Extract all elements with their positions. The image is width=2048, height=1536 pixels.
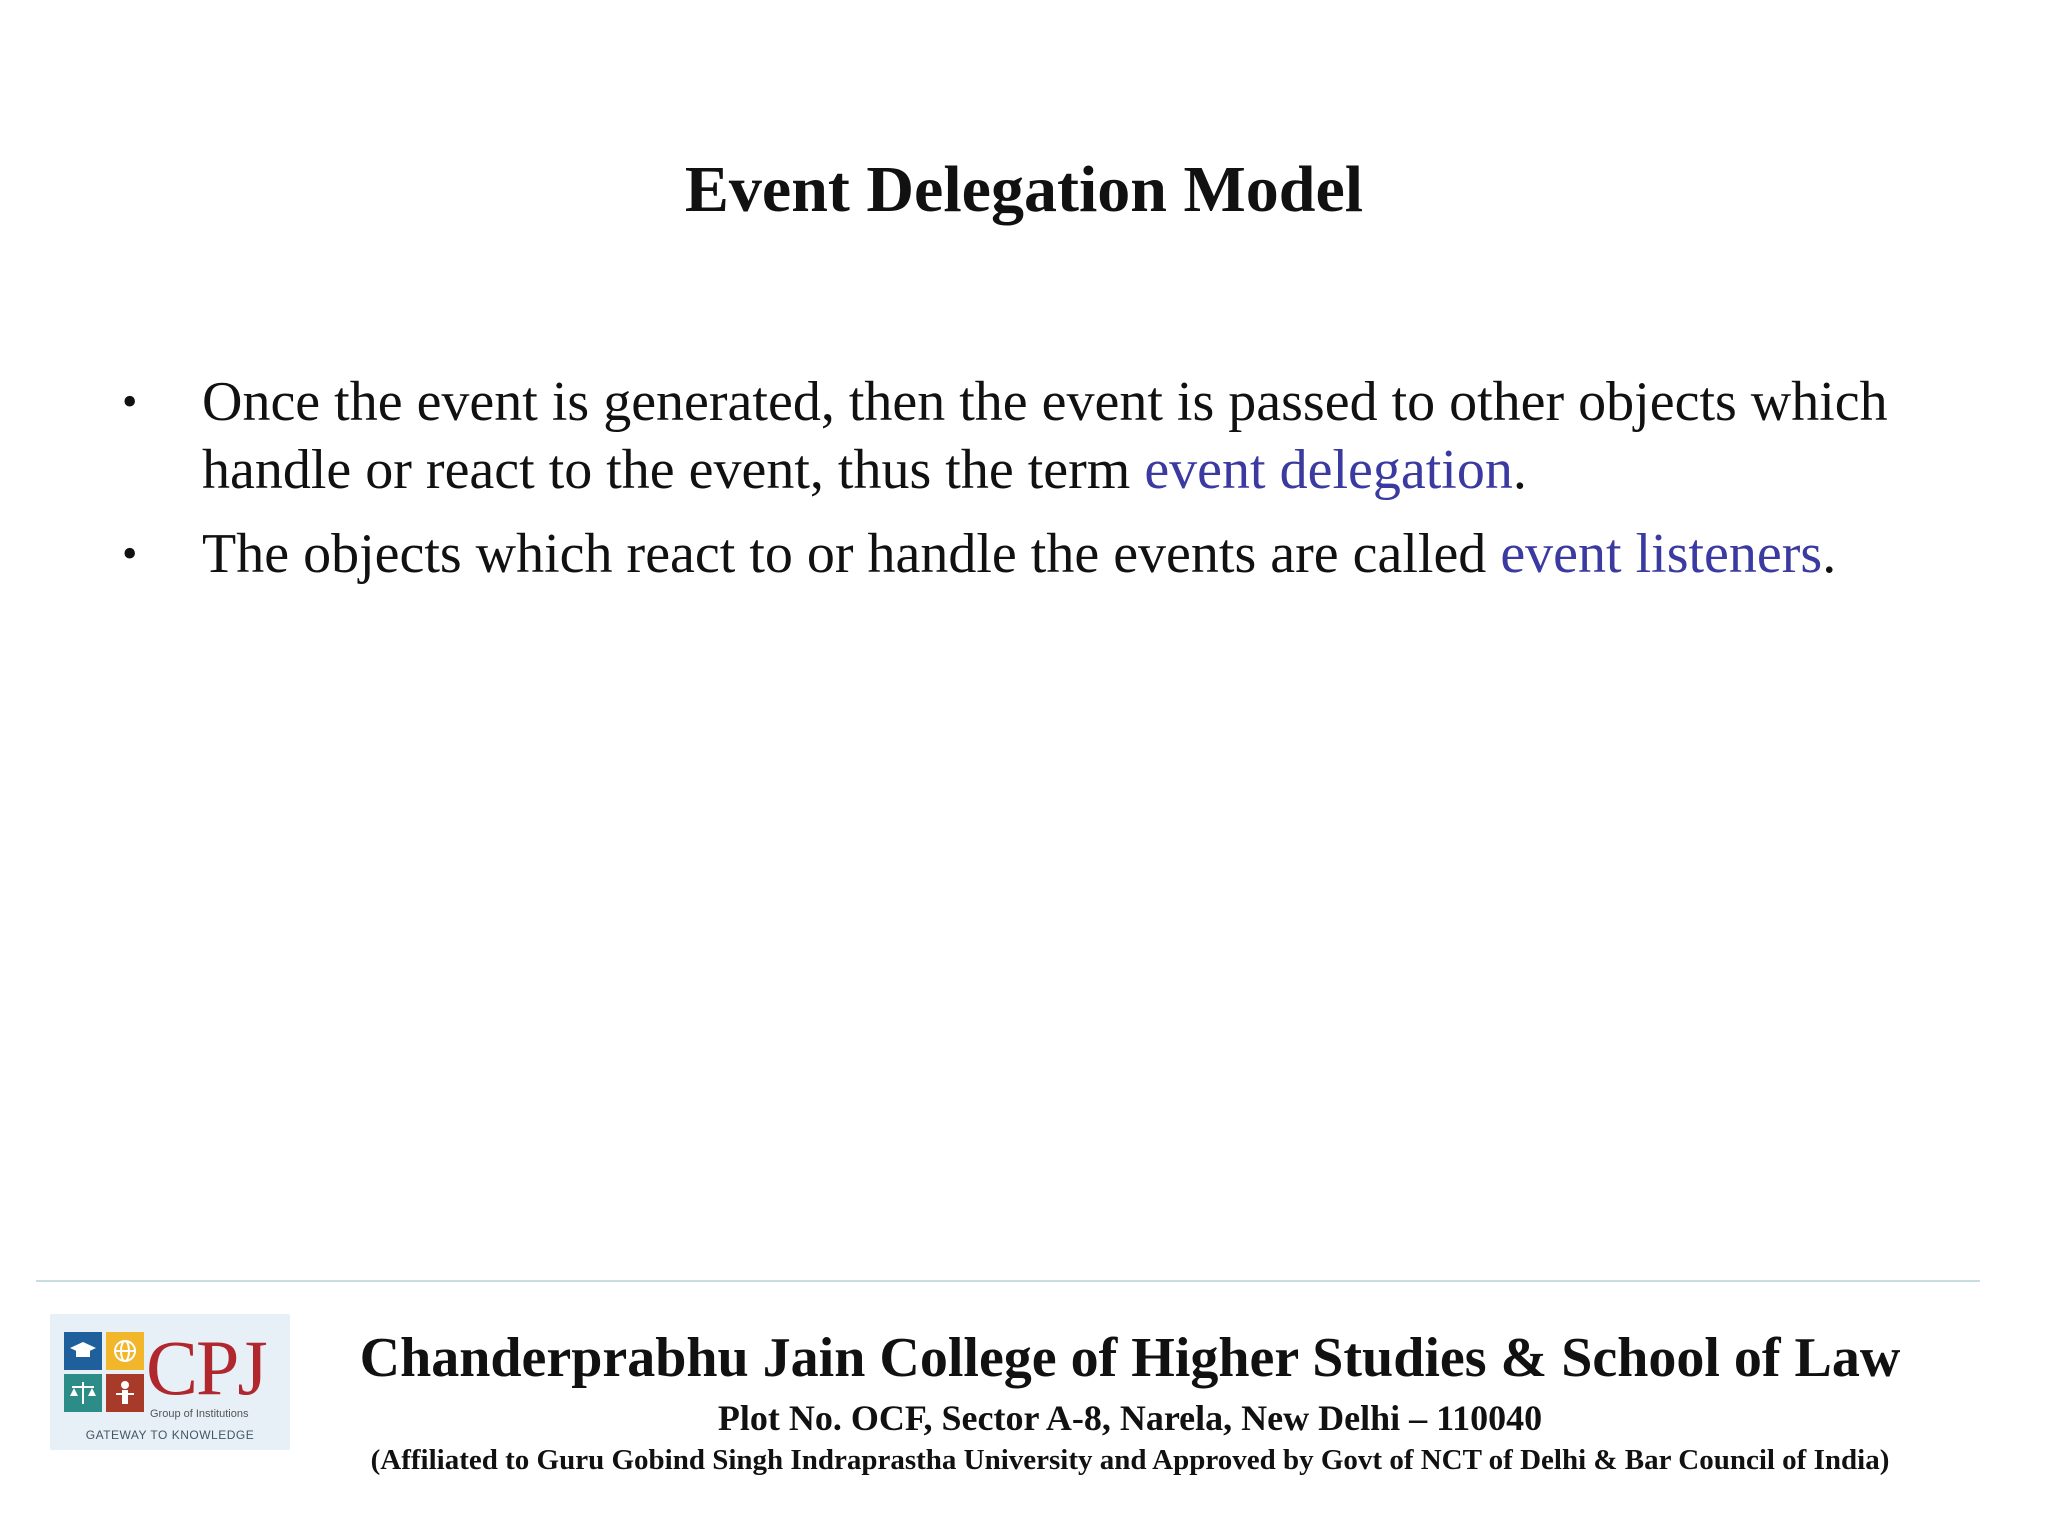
footer-divider xyxy=(36,1280,1980,1282)
bullet-marker: • xyxy=(122,529,138,578)
logo-tagline: GATEWAY TO KNOWLEDGE xyxy=(85,1428,255,1442)
bullet-text-end: . xyxy=(1822,523,1837,585)
globe-icon xyxy=(106,1332,144,1370)
bullet-item xyxy=(118,520,1958,588)
person-icon xyxy=(106,1374,144,1412)
college-logo xyxy=(50,1314,290,1450)
logo-emblem-icon xyxy=(64,1332,144,1412)
college-address: Plot No. OCF, Sector A-8, Narela, New Delhi – 110040 xyxy=(717,1398,1543,1438)
bullet-text: Once the event is generated, then the event is passed to other objects which handle or react to the event, thus the term xyxy=(202,371,1888,501)
bullet-marker: • xyxy=(122,377,138,426)
slide-title: Event Delegation Model xyxy=(684,153,1364,226)
bullet-text-end: . xyxy=(1512,439,1527,501)
graduation-cap-icon xyxy=(64,1332,102,1370)
college-affiliation: (Affiliated to Guru Gobind Singh Indraprastha University and Approved by Govt of NCT of Delhi & Bar Council of India) xyxy=(370,1444,1890,1476)
bullet-text: The objects which react to or handle the events are called xyxy=(202,523,1501,585)
bullet-list xyxy=(118,368,1958,604)
logo-group-text: Group of Institutions xyxy=(150,1408,249,1420)
college-name: Chanderprabhu Jain College of Higher Studies & School of Law xyxy=(359,1327,1901,1389)
logo-wordmark: CPJ xyxy=(146,1324,266,1411)
bullet-highlight: event delegation xyxy=(1144,439,1513,501)
scales-icon xyxy=(64,1374,102,1412)
bullet-item xyxy=(118,368,1958,504)
bullet-highlight: event listeners xyxy=(1500,523,1823,585)
